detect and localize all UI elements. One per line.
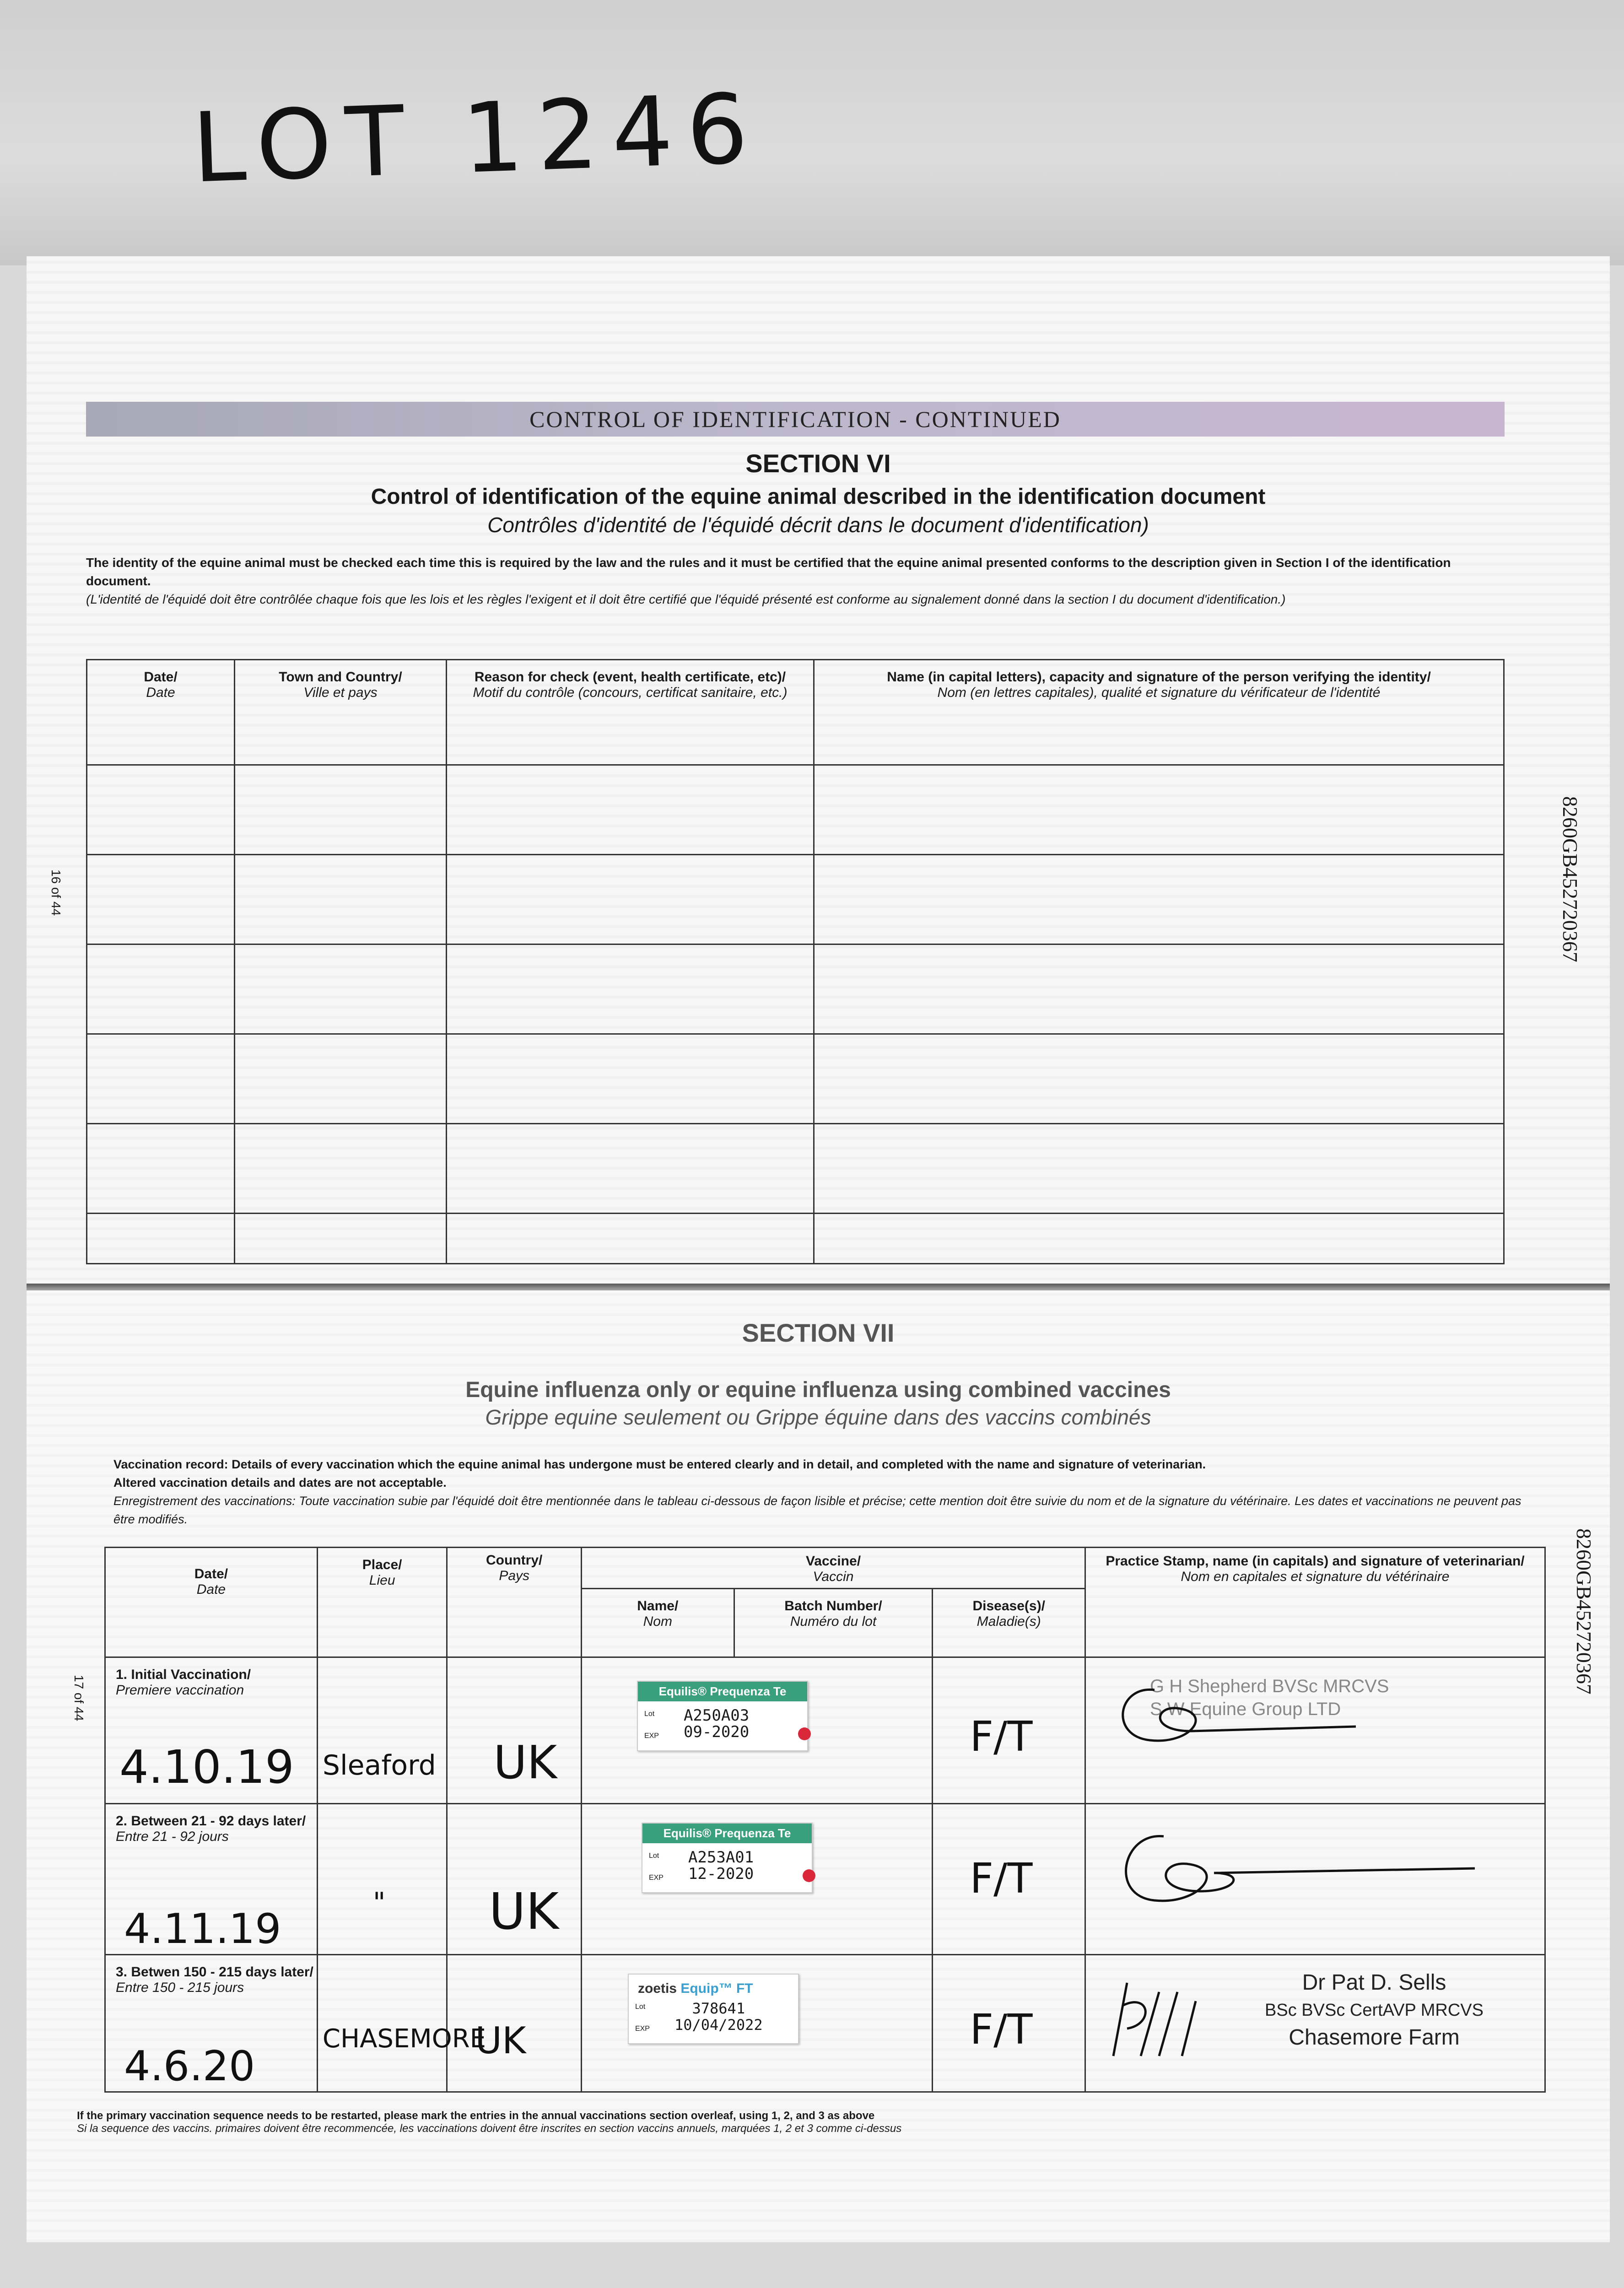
vet-signature bbox=[1100, 1672, 1374, 1763]
col-reason: Reason for check (event, health certificate, etc)/ Motif du contrôle (concours, certificat sanitaire, etc.) bbox=[447, 660, 814, 765]
vacc-country-value: UK bbox=[489, 1882, 559, 1941]
col-verifier: Name (in capital letters), capacity and signature of the person verifying the identity/ Nom (en lettres capitales), qualité et signature du vérificateur de l'identité bbox=[814, 660, 1504, 765]
table-cell[interactable] bbox=[87, 765, 235, 855]
table-cell[interactable] bbox=[235, 944, 447, 1034]
table-cell[interactable] bbox=[447, 1124, 814, 1214]
table-cell[interactable] bbox=[814, 855, 1504, 944]
table-cell[interactable] bbox=[87, 855, 235, 944]
sticker-tab bbox=[798, 1727, 811, 1740]
vacc-disease-value: F/T bbox=[970, 1713, 1033, 1761]
table-cell[interactable] bbox=[447, 765, 814, 855]
vacc-country-value: UK bbox=[475, 2019, 526, 2062]
table-row bbox=[87, 1214, 1504, 1264]
col-place: Place/ Lieu bbox=[317, 1548, 447, 1657]
col-date: Date/ Date bbox=[87, 660, 235, 765]
col-vaccine-name: Name/ Nom bbox=[581, 1589, 734, 1657]
table-cell[interactable] bbox=[447, 944, 814, 1034]
vaccine-sticker: Equilis® Prequenza Te Lot EXP A253A01 12-2020 bbox=[642, 1823, 813, 1893]
vacc-disease-value: F/T bbox=[970, 2006, 1033, 2054]
vaccine-batch: A253A01 bbox=[688, 1848, 754, 1867]
vet-signature bbox=[1095, 1964, 1223, 2074]
table-cell[interactable] bbox=[447, 1214, 814, 1264]
page-number-16: 16 of 44 bbox=[49, 869, 63, 916]
col-disease: Disease(s)/ Maladie(s) bbox=[933, 1589, 1085, 1657]
vaccine-sticker: Equilis® Prequenza Te Lot EXP A250A03 09-2020 bbox=[637, 1681, 808, 1751]
vet-practice: Chasemore Farm bbox=[1289, 2025, 1460, 2050]
footnote-en: If the primary vaccination sequence needs to be restarted, please mark the entries in the annual vaccinations section overleaf, using 1, 2, and 3 as above bbox=[77, 2110, 875, 2122]
table-cell[interactable] bbox=[814, 944, 1504, 1034]
vaccine-brand: Equilis® Prequenza Te bbox=[638, 1682, 807, 1701]
vet-stamp-line-1: G H Shepherd BVSc MRCVS bbox=[1150, 1676, 1389, 1696]
table-cell[interactable] bbox=[814, 1034, 1504, 1124]
vaccination-row-2 bbox=[105, 1804, 1545, 1955]
table-cell[interactable] bbox=[235, 1124, 447, 1214]
section6-title: SECTION VI bbox=[745, 449, 891, 478]
section7-footnote bbox=[77, 2110, 901, 2135]
vacc-disease-value: F/T bbox=[970, 1855, 1033, 1903]
vacc-date-cell[interactable]: 3. Betwen 150 - 215 days later/ Entre 150 - 215 jours 4.6.20 bbox=[105, 1955, 318, 2092]
vacc-header-row-1 bbox=[105, 1548, 1545, 1589]
vacc-date-value: 4.10.19 bbox=[119, 1740, 294, 1794]
vaccine-expiry: 12-2020 bbox=[688, 1865, 754, 1883]
col-vet: Practice Stamp, name (in capitals) and signature of veterinarian/ Nom en capitales et signature du vétérinaire bbox=[1085, 1548, 1545, 1657]
vacc-vet-cell[interactable] bbox=[1085, 1657, 1545, 1804]
vet-credentials: BSc BVSc CertAVP MRCVS bbox=[1265, 2001, 1484, 2020]
table-cell[interactable] bbox=[87, 944, 235, 1034]
col-country: Country/ Pays bbox=[447, 1548, 582, 1657]
table-cell[interactable] bbox=[814, 1214, 1504, 1264]
table-cell[interactable] bbox=[87, 1034, 235, 1124]
col-town-country: Town and Country/ Ville et pays bbox=[235, 660, 447, 765]
table-header-row bbox=[87, 660, 1504, 765]
section6-intro bbox=[86, 554, 1505, 609]
section6-intro-en: The identity of the equine animal must be checked each time this is required by the law and the rules and it must be certified that the equine animal presented conforms to the description given in Section I of the identification document. bbox=[86, 556, 1451, 588]
col-vaccine: Vaccine/ Vaccin bbox=[581, 1548, 1085, 1589]
vacc-place-cell[interactable] bbox=[317, 1657, 447, 1804]
vacc-place-value: " bbox=[372, 1887, 386, 1919]
table-cell[interactable] bbox=[814, 1124, 1504, 1214]
table-row bbox=[87, 1034, 1504, 1124]
table-cell[interactable] bbox=[87, 1214, 235, 1264]
vacc-label-cell[interactable] bbox=[581, 1804, 932, 1955]
section6-heading-en: Control of identification of the equine animal described in the identification document bbox=[371, 485, 1266, 509]
vet-stamp bbox=[1241, 1969, 1507, 2051]
table-cell[interactable] bbox=[235, 765, 447, 855]
vet-signature bbox=[1100, 1823, 1502, 1923]
vacc-place-value: Sleaford bbox=[322, 1749, 436, 1781]
folder-band bbox=[0, 0, 1624, 265]
vacc-date-cell[interactable]: 1. Initial Vaccination/ Premiere vaccination 4.10.19 bbox=[105, 1657, 318, 1804]
vaccine-expiry: 10/04/2022 bbox=[674, 2016, 763, 2034]
section7-intro-fr: Enregistrement des vaccinations: Toute vaccination subie par l'équidé doit être mentionnée dans le tableau ci-dessous de façon lisible et précise; cette mention doit être suivie du nom et de la signature du vétérinaire. Les dates et vaccinations ne peuvent pas être modifiés. bbox=[113, 1494, 1521, 1526]
vet-stamp-line-2: S W Equine Group LTD bbox=[1150, 1699, 1341, 1719]
col-vacc-date: Date/ Date bbox=[105, 1548, 318, 1657]
page-number-17: 17 of 44 bbox=[72, 1675, 86, 1721]
vet-name: Dr Pat D. Sells bbox=[1302, 1970, 1446, 1995]
table-cell[interactable] bbox=[235, 1214, 447, 1264]
vaccine-maker: zoetis bbox=[637, 1981, 677, 1996]
page-section-6 bbox=[27, 256, 1610, 1290]
col-batch: Batch Number/ Numéro du lot bbox=[734, 1589, 933, 1657]
table-cell[interactable] bbox=[87, 1124, 235, 1214]
vaccine-expiry: 09-2020 bbox=[683, 1723, 750, 1741]
vacc-place-cell[interactable] bbox=[317, 1955, 486, 2092]
section7-heading-en: Equine influenza only or equine influenza using combined vaccines bbox=[465, 1378, 1171, 1402]
section7-heading-fr: Grippe equine seulement ou Grippe équine dans des vaccins combinés bbox=[485, 1405, 1151, 1429]
vacc-label-cell[interactable] bbox=[581, 1657, 932, 1804]
table-cell[interactable] bbox=[814, 765, 1504, 855]
section7-intro-en-2: Altered vaccination details and dates are not acceptable. bbox=[113, 1476, 447, 1489]
vacc-disease-cell[interactable] bbox=[933, 1804, 1085, 1955]
table-cell[interactable] bbox=[447, 1034, 814, 1124]
section6-banner: CONTROL OF IDENTIFICATION - CONTINUED bbox=[86, 402, 1505, 437]
section6-heading-fr: Contrôles d'identité de l'équidé décrit dans le document d'identification) bbox=[487, 513, 1149, 537]
table-row bbox=[87, 765, 1504, 855]
section7-title: SECTION VII bbox=[742, 1318, 895, 1347]
vacc-place-value: CHASEMORE bbox=[322, 2024, 486, 2054]
vacc-date-cell[interactable]: 2. Between 21 - 92 days later/ Entre 21 - 92 jours 4.11.19 bbox=[105, 1804, 318, 1955]
lot-label: LOT 1246 bbox=[190, 72, 764, 205]
section7-intro-en-1: Vaccination record: Details of every vaccination which the equine animal has undergone must be entered clearly and in detail, and completed with the name and signature of veterinarian. bbox=[113, 1457, 1206, 1471]
vacc-disease-cell[interactable] bbox=[933, 1657, 1085, 1804]
vacc-vet-cell[interactable] bbox=[1085, 1955, 1545, 2092]
vacc-vet-cell[interactable] bbox=[1085, 1804, 1545, 1955]
table-row bbox=[87, 944, 1504, 1034]
vacc-country-cell[interactable] bbox=[447, 1657, 582, 1804]
vaccine-batch: A250A03 bbox=[683, 1706, 750, 1725]
vacc-country-value: UK bbox=[493, 1736, 557, 1789]
vaccination-table bbox=[104, 1547, 1546, 2093]
vaccination-row-3 bbox=[105, 1955, 1545, 2092]
vacc-date-value: 4.11.19 bbox=[124, 1905, 281, 1953]
table-cell[interactable] bbox=[447, 855, 814, 944]
page-section-7 bbox=[27, 1290, 1610, 2242]
footnote-fr: Si la sequence des vaccins. primaires doivent être recommencée, les vaccinations doivent être inscrites en section vaccins annuels, marquées 1, 2 et 3 comme ci-dessus bbox=[77, 2122, 902, 2135]
identity-check-table bbox=[86, 659, 1505, 1264]
vaccine-sticker: zoetis Equip™ FT Lot EXP 378641 10/04/2022 bbox=[628, 1974, 799, 2044]
sticker-tab bbox=[803, 1869, 815, 1882]
vacc-date-value: 4.6.20 bbox=[124, 2042, 255, 2090]
table-row bbox=[87, 1124, 1504, 1214]
vaccine-name: Equip™ FT bbox=[680, 1981, 753, 1996]
vaccine-batch: 378641 bbox=[692, 2000, 745, 2017]
vaccine-brand: Equilis® Prequenza Te bbox=[642, 1824, 812, 1843]
vacc-country-cell[interactable] bbox=[447, 1804, 582, 1955]
table-cell[interactable] bbox=[235, 1034, 447, 1124]
vacc-place-cell[interactable] bbox=[317, 1804, 447, 1955]
section7-intro bbox=[113, 1455, 1532, 1528]
vaccination-row-1 bbox=[105, 1657, 1545, 1804]
passport-number-bottom: 8260GB452720367 bbox=[1572, 1528, 1596, 1694]
section6-intro-fr: (L'identité de l'équidé doit être contrôlée chaque fois que les lois et les règles l'exigent et il doit être certifié que l'équidé présenté est conforme au signalement donné dans la section I du document d'identification.) bbox=[86, 592, 1286, 606]
table-row bbox=[87, 855, 1504, 944]
vacc-country-cell[interactable] bbox=[447, 1955, 582, 2092]
passport-number-top: 8260GB452720367 bbox=[1559, 796, 1582, 962]
table-cell[interactable] bbox=[235, 855, 447, 944]
vacc-disease-cell[interactable] bbox=[933, 1955, 1085, 2092]
vacc-label-cell[interactable] bbox=[581, 1955, 932, 2092]
